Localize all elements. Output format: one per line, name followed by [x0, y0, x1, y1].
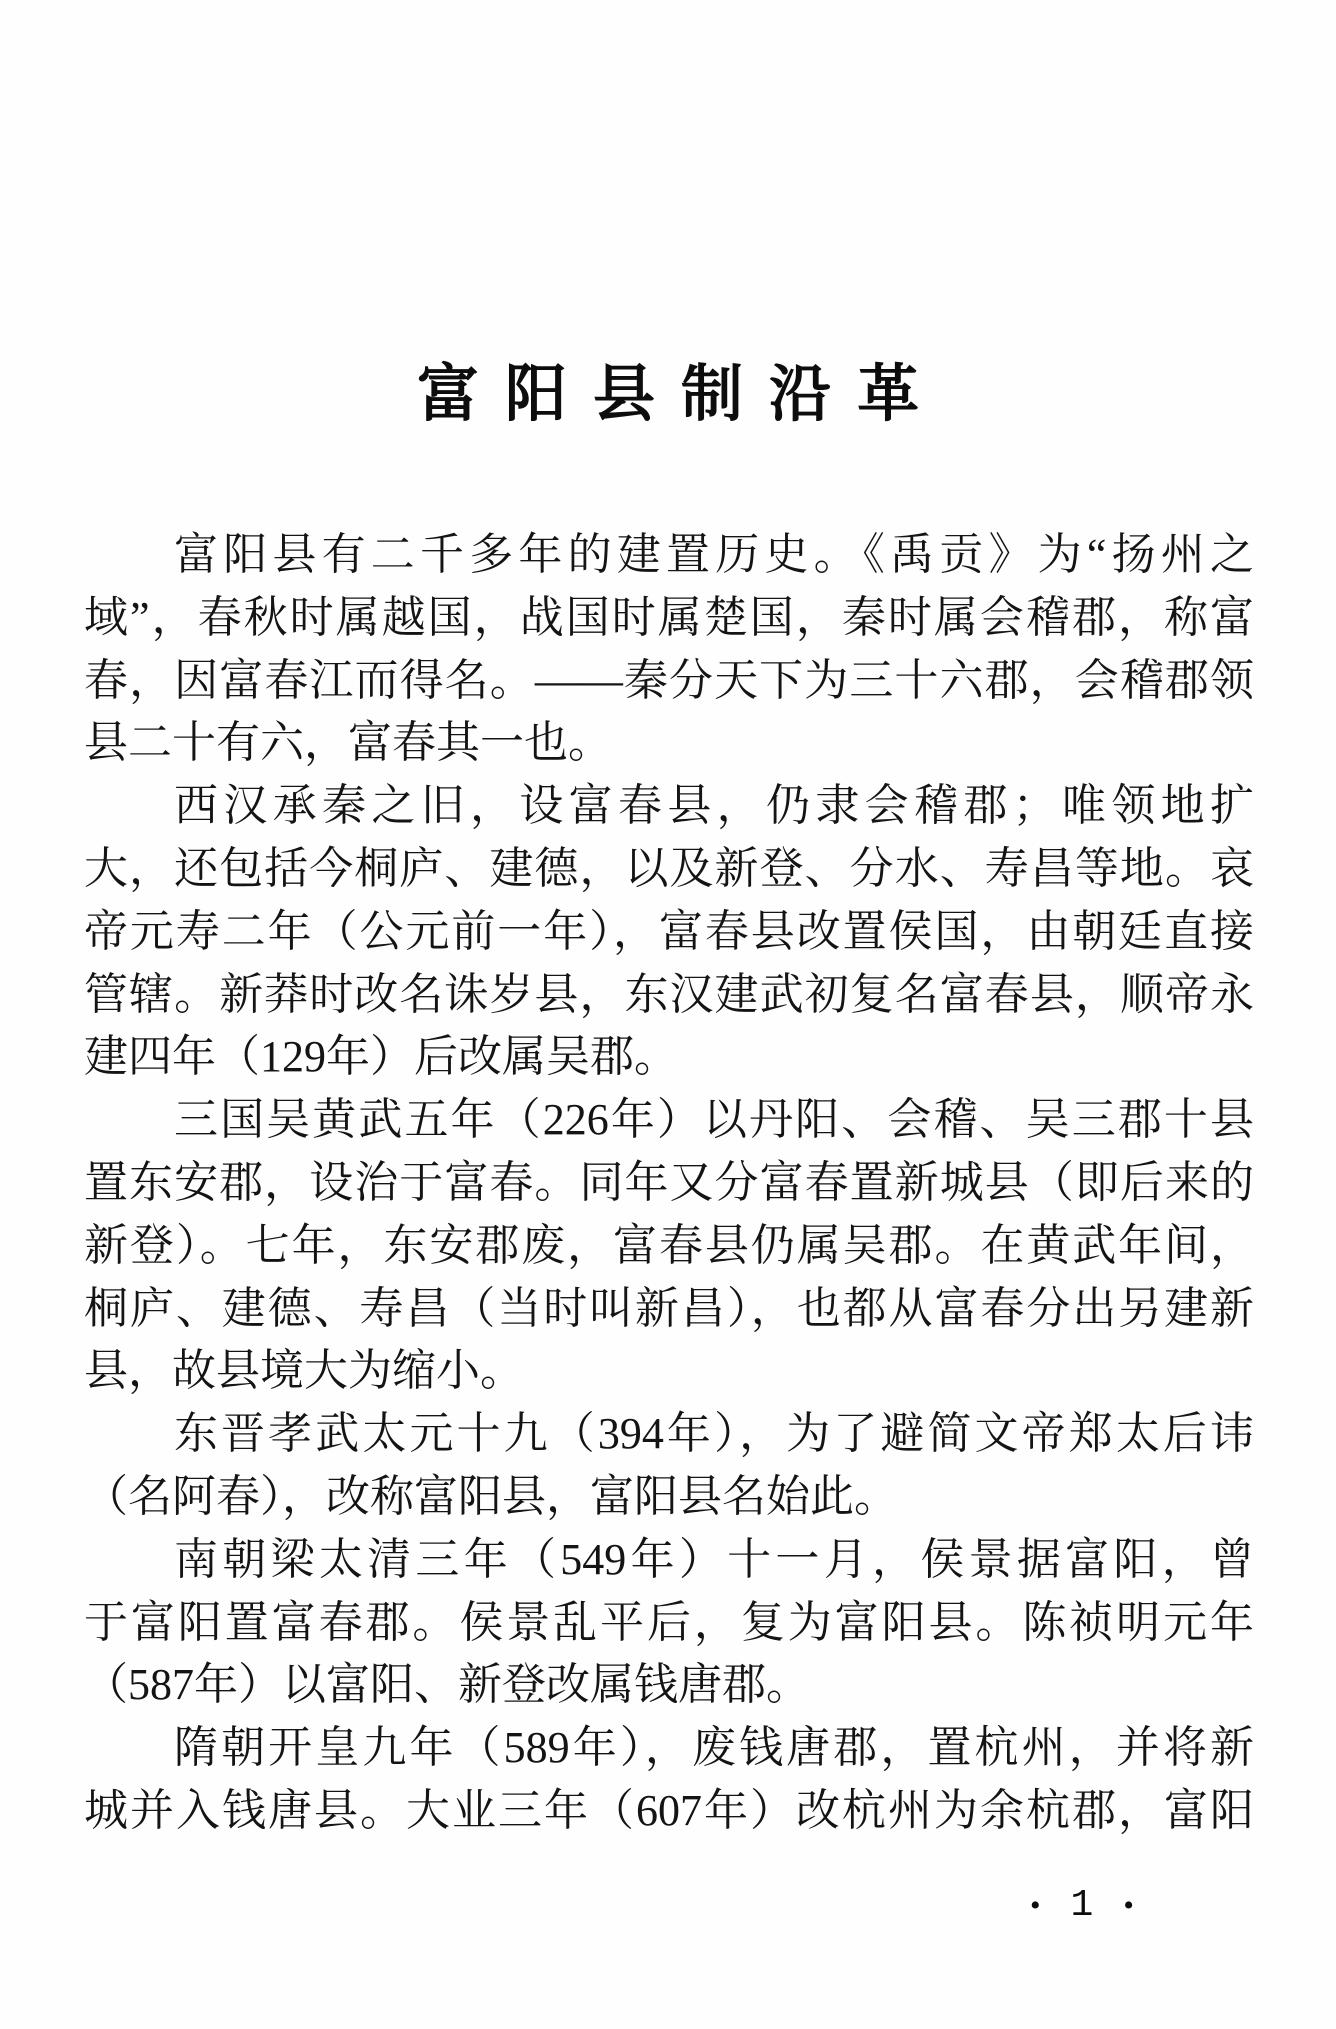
page-title: 富阳县制沿革	[416, 361, 946, 429]
text-lines	[84, 524, 1254, 1843]
text-line: 南朝梁太清三年（549年）十一月，侯景据富阳，曾	[174, 1534, 1254, 1584]
text-line: 于富阳置富春郡。侯景乱平后，复为富阳县。陈祯明元年	[84, 1597, 1254, 1647]
text-line: 新登）。七年，东安郡废，富春县仍属吴郡。在黄武年间，	[84, 1220, 1254, 1270]
text-line: 置东安郡，设治于富春。同年又分富春置新城县（即后来的	[84, 1157, 1254, 1207]
text-line: 县二十有六，富春其一也。	[84, 718, 612, 768]
text-line: 帝元寿二年（公元前一年），富春县改置侯国，由朝廷直接	[84, 906, 1254, 956]
text-line: 大，还包括今桐庐、建德，以及新登、分水、寿昌等地。哀	[84, 843, 1254, 893]
text-line: 城并入钱唐县。大业三年（607年）改杭州为余杭郡，富阳	[84, 1785, 1254, 1835]
text-line: 桐庐、建德、寿昌（当时叫新昌），也都从富春分出另建新	[84, 1283, 1254, 1333]
text-line: 西汉承秦之旧，设富春县，仍隶会稽郡；唯领地扩	[174, 781, 1254, 831]
page-number-value: 1	[1070, 1884, 1094, 1927]
text-line: 三国吴黄武五年（226年）以丹阳、会稽、吴三郡十县	[174, 1095, 1254, 1145]
page-number	[1030, 1884, 1134, 1927]
page-number-right-dot: •	[1123, 1888, 1134, 1922]
text-line: 建四年（129年）后改属吴郡。	[84, 1032, 678, 1082]
text-line: 东晋孝武太元十九（394年），为了避简文帝郑太后讳	[174, 1409, 1254, 1459]
text-line: 管辖。新莽时改名诛岁县，东汉建武初复名富春县，顺帝永	[84, 969, 1254, 1019]
text-line: 隋朝开皇九年（589年），废钱唐郡，置杭州，并将新	[174, 1723, 1254, 1773]
text-line: 春，因富春江而得名。——秦分天下为三十六郡，会稽郡领	[84, 655, 1254, 705]
text-line: 县，故县境大为缩小。	[84, 1346, 524, 1396]
text-line: （名阿春），改称富阳县，富阳县名始此。	[84, 1471, 898, 1521]
page-number-left-dot: •	[1030, 1888, 1041, 1922]
text-line: （587年）以富阳、新登改属钱唐郡。	[84, 1660, 810, 1710]
text-line: 富阳县有二千多年的建置历史。《禹贡》为“扬州之	[174, 530, 1254, 579]
text-line: 域”，春秋时属越国，战国时属楚国，秦时属会稽郡，称富	[84, 592, 1254, 642]
